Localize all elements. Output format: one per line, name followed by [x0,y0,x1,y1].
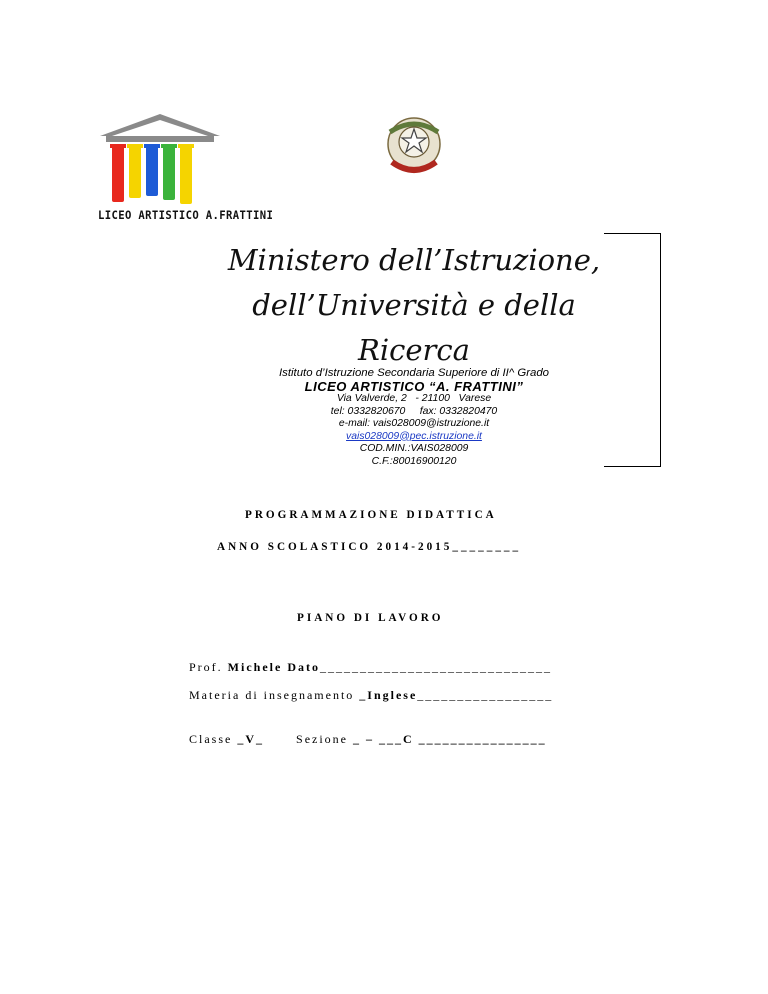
school-pec-link[interactable]: vais028009@pec.istruzione.it [346,430,482,442]
columns-logo-icon [96,112,224,208]
school-address: Via Valverde, 2 - 21100 Varese [336,393,492,404]
logo-text: LICEO ARTISTICO A.FRATTINI [98,208,274,222]
classe-label: Classe [189,732,238,746]
ministry-line-2: dell’Università e della [252,288,576,322]
institute-type: Istituto d’Istruzione Secondaria Superiore di II^ Grado [278,367,549,379]
prof-label: Prof. [189,660,228,674]
italian-republic-emblem-icon [376,108,452,184]
programmazione-title: PROGRAMMAZIONE DIDATTICA [245,509,497,521]
anno-scolastico: ANNO SCOLASTICO 2014-2015________ [217,541,522,553]
prof-field [189,660,552,675]
header-frame-line [604,233,661,467]
sezione-value: _ – ___C ________________ [353,732,547,746]
ministry-heading [226,238,602,373]
school-codmin: COD.MIN.:VAIS028009 [359,443,469,454]
school-email: e-mail: vais028009@istruzione.it [338,418,490,429]
school-cf: C.F.:80016900120 [371,455,457,467]
materia-fill: _________________ [417,688,554,702]
materia-label: Materia di insegnamento [189,688,360,702]
classe-value: _V_ [237,732,265,746]
prof-value: Michele Dato [227,660,320,674]
piano-title: PIANO DI LAVORO [297,612,444,624]
sezione-label: Sezione [296,732,354,746]
institute-info [226,367,602,468]
school-phone: tel: 0332820670 fax: 0332820470 [330,405,498,417]
ministry-line-3: Ricerca [358,333,470,367]
prof-fill: _____________________________ [319,660,552,674]
materia-field [189,688,553,703]
school-name: LICEO ARTISTICO “A. FRATTINI” [304,379,524,394]
ministry-line-1: Ministero dell’Istruzione, [227,243,601,277]
school-logo [96,112,274,228]
materia-value: _Inglese [359,688,418,702]
classe-field [189,732,547,747]
